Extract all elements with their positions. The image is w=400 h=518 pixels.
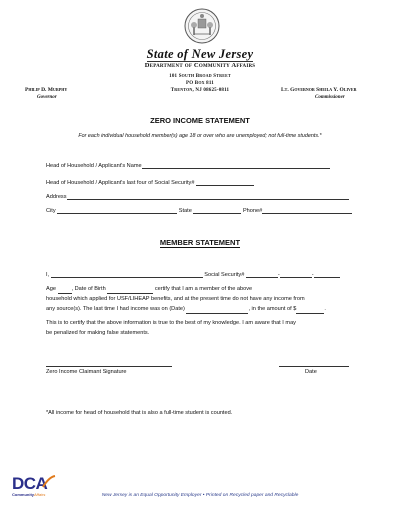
date-label: Date (305, 369, 317, 375)
state-field[interactable] (193, 207, 241, 214)
address-field[interactable] (67, 193, 349, 200)
signature-field[interactable] (46, 360, 172, 367)
address-line-3: Trenton, NJ 08625-0811 (170, 88, 230, 93)
ssn-row (46, 179, 254, 186)
department-name: Department of Community Affairs (144, 62, 256, 69)
social-label: Social Security# (204, 272, 245, 278)
state-label: State (178, 208, 192, 214)
dca-logo-text: DCA (12, 474, 48, 493)
dca-logo (12, 474, 60, 504)
address-label: Address (46, 194, 67, 200)
footer-tagline: New Jersey is an Equal Opportunity Employer • Printed on Recycled paper and Recyclable (101, 493, 299, 498)
address-line-1: 101 South Broad Street (169, 74, 231, 79)
ssn-last-four-field[interactable] (196, 179, 254, 186)
city-label: City (46, 208, 56, 214)
governor-name: Philip D. Murphy (25, 87, 68, 93)
dob-field[interactable] (107, 287, 153, 294)
phone-label: Phone# (242, 208, 263, 214)
logo-swoosh-icon (42, 475, 56, 489)
dca-logo-subtitle: CommunityAffairs (12, 492, 46, 497)
last-income-date-field[interactable] (186, 307, 248, 314)
address-line-2: PO Box 811 (185, 81, 214, 86)
last-income-row: any source(s). The last time I had income was on (Date) , in the amount of $ . (46, 306, 326, 312)
head-of-household-row (46, 162, 330, 169)
form-title: ZERO INCOME STATEMENT (150, 116, 250, 125)
member-name-row: I, Social Security# - - (46, 271, 340, 278)
last-income-label: any source(s). The last time I had income was on (Date) (46, 306, 185, 312)
state-seal-icon (184, 8, 220, 44)
dob-label: , Date of Birth (71, 286, 106, 292)
ssn-part-2-field[interactable] (280, 271, 312, 278)
city-state-phone-row (46, 207, 352, 214)
i-label: I, (46, 272, 50, 278)
ssn-part-3-field[interactable] (314, 271, 340, 278)
date-field[interactable] (279, 360, 349, 367)
address-row (46, 193, 349, 200)
signature-label: Zero Income Claimant Signature (46, 369, 127, 375)
governor-title: Governor (37, 95, 57, 100)
certification-line-2: be penalized for making false statements. (46, 330, 150, 336)
form-instruction: For each individual household member(s) age 18 or over who are unemployed; not full-time students.* (78, 133, 322, 139)
amount-field[interactable] (296, 307, 324, 314)
ltgov-title: Commissioner (315, 95, 345, 100)
certification-line-1: This is to certify that the above information is true to the best of my knowledge. I am aware that I may (46, 320, 296, 326)
footnote: *All income for head of household that is also a full-time student is counted. (46, 410, 233, 416)
age-dob-row (46, 285, 252, 294)
city-field[interactable] (57, 207, 177, 214)
statement-line-2: household which applied for USF/LIHEAP benefits, and at the present time do not have any income from (46, 296, 305, 302)
head-name-label: Head of Household / Applicant's Name (46, 163, 142, 169)
member-statement-title: MEMBER STATEMENT (159, 238, 241, 247)
phone-field[interactable] (262, 207, 352, 214)
ssn-label: Head of Household / Applicant's last four of Social Security# (46, 180, 195, 186)
age-field[interactable] (58, 287, 72, 294)
ltgov-name: Lt. Governor Sheila Y. Oliver (281, 87, 357, 93)
ssn-part-1-field[interactable] (246, 271, 278, 278)
amount-label: , in the amount of $ (248, 306, 297, 312)
age-label: Age (46, 286, 56, 292)
head-name-field[interactable] (142, 162, 330, 169)
certify-text: certify that I am a member of the above (154, 286, 253, 292)
state-title: State of New Jersey (146, 47, 254, 61)
member-name-field[interactable] (51, 271, 203, 278)
